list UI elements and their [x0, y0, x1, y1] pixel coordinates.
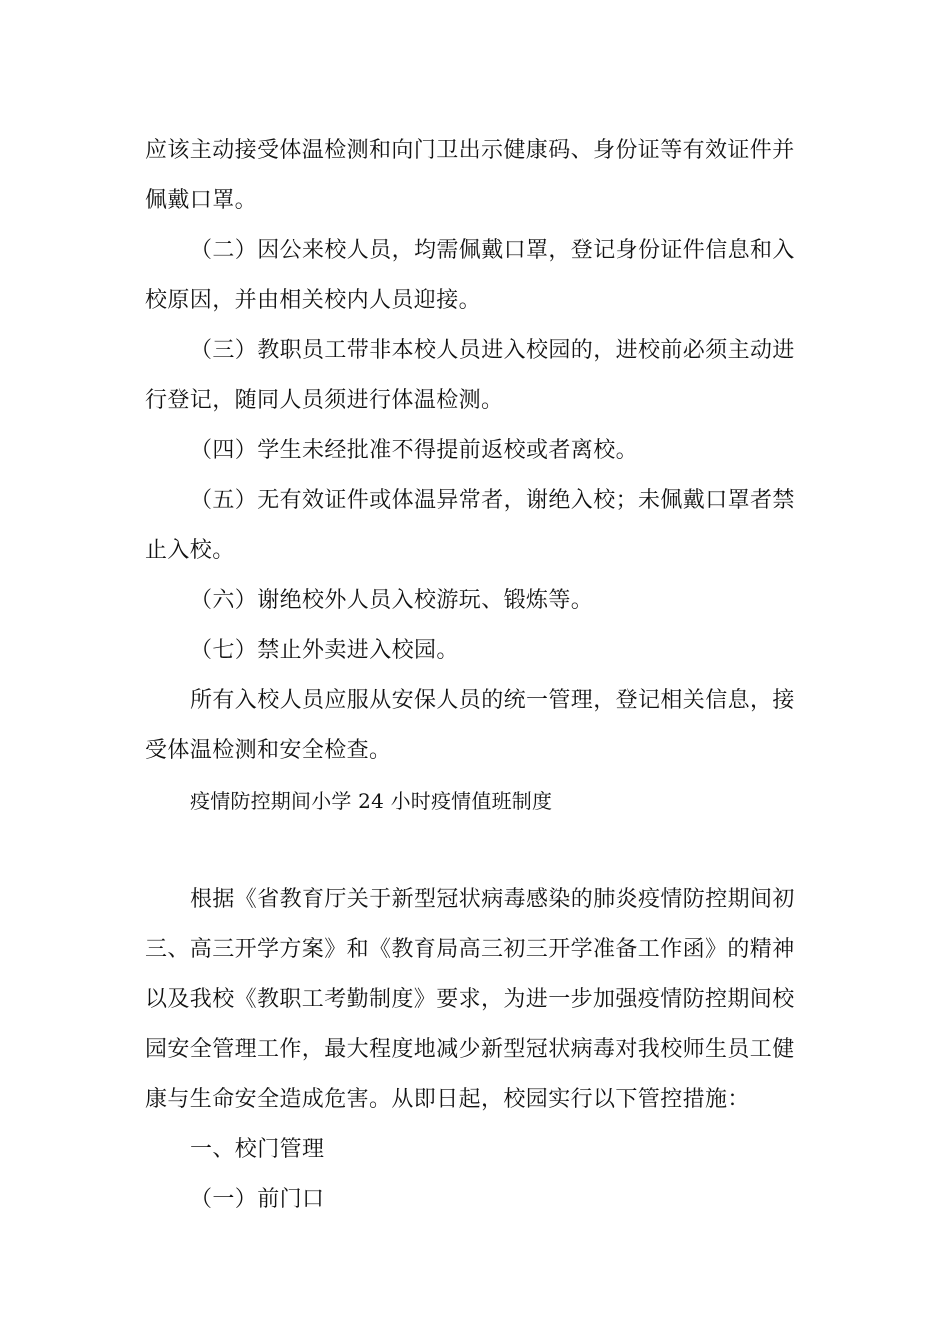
paragraph-line: 三、高三开学方案》和《教育局高三初三开学准备工作函》的精神: [145, 937, 795, 962]
paragraph-line: 佩戴口罩。: [145, 188, 258, 213]
section-title: 疫情防控期间小学 24 小时疫情值班制度: [190, 789, 553, 813]
section-heading: 一、校门管理: [190, 1137, 325, 1162]
paragraph-line: 校原因，并由相关校内人员迎接。: [145, 288, 482, 313]
paragraph-line: （五）无有效证件或体温异常者，谢绝入校；未佩戴口罩者禁: [190, 488, 795, 513]
paragraph-line: 以及我校《教职工考勤制度》要求，为进一步加强疫情防控期间校: [145, 987, 795, 1012]
paragraph-line: （七）禁止外卖进入校园。: [190, 638, 459, 663]
paragraph-line: （三）教职员工带非本校人员进入校园的，进校前必须主动进: [190, 338, 795, 363]
paragraph-line: 受体温检测和安全检查。: [145, 738, 392, 763]
paragraph-line: （四）学生未经批准不得提前返校或者离校。: [190, 438, 639, 463]
paragraph-line: 止入校。: [145, 538, 235, 563]
paragraph-line: 应该主动接受体温检测和向门卫出示健康码、身份证等有效证件并: [145, 138, 795, 163]
paragraph-line: （六）谢绝校外人员入校游玩、锻炼等。: [190, 588, 594, 613]
subsection-heading: （一）前门口: [190, 1187, 325, 1212]
paragraph-line: 所有入校人员应服从安保人员的统一管理，登记相关信息，接: [190, 688, 795, 713]
paragraph-line: 康与生命安全造成危害。从即日起，校园实行以下管控措施：: [145, 1087, 750, 1112]
paragraph-line: 行登记，随同人员须进行体温检测。: [145, 388, 504, 413]
paragraph-line: （二）因公来校人员，均需佩戴口罩，登记身份证件信息和入: [190, 238, 795, 263]
paragraph-line: 根据《省教育厅关于新型冠状病毒感染的肺炎疫情防控期间初: [190, 887, 795, 912]
paragraph-line: 园安全管理工作，最大程度地减少新型冠状病毒对我校师生员工健: [145, 1037, 795, 1062]
